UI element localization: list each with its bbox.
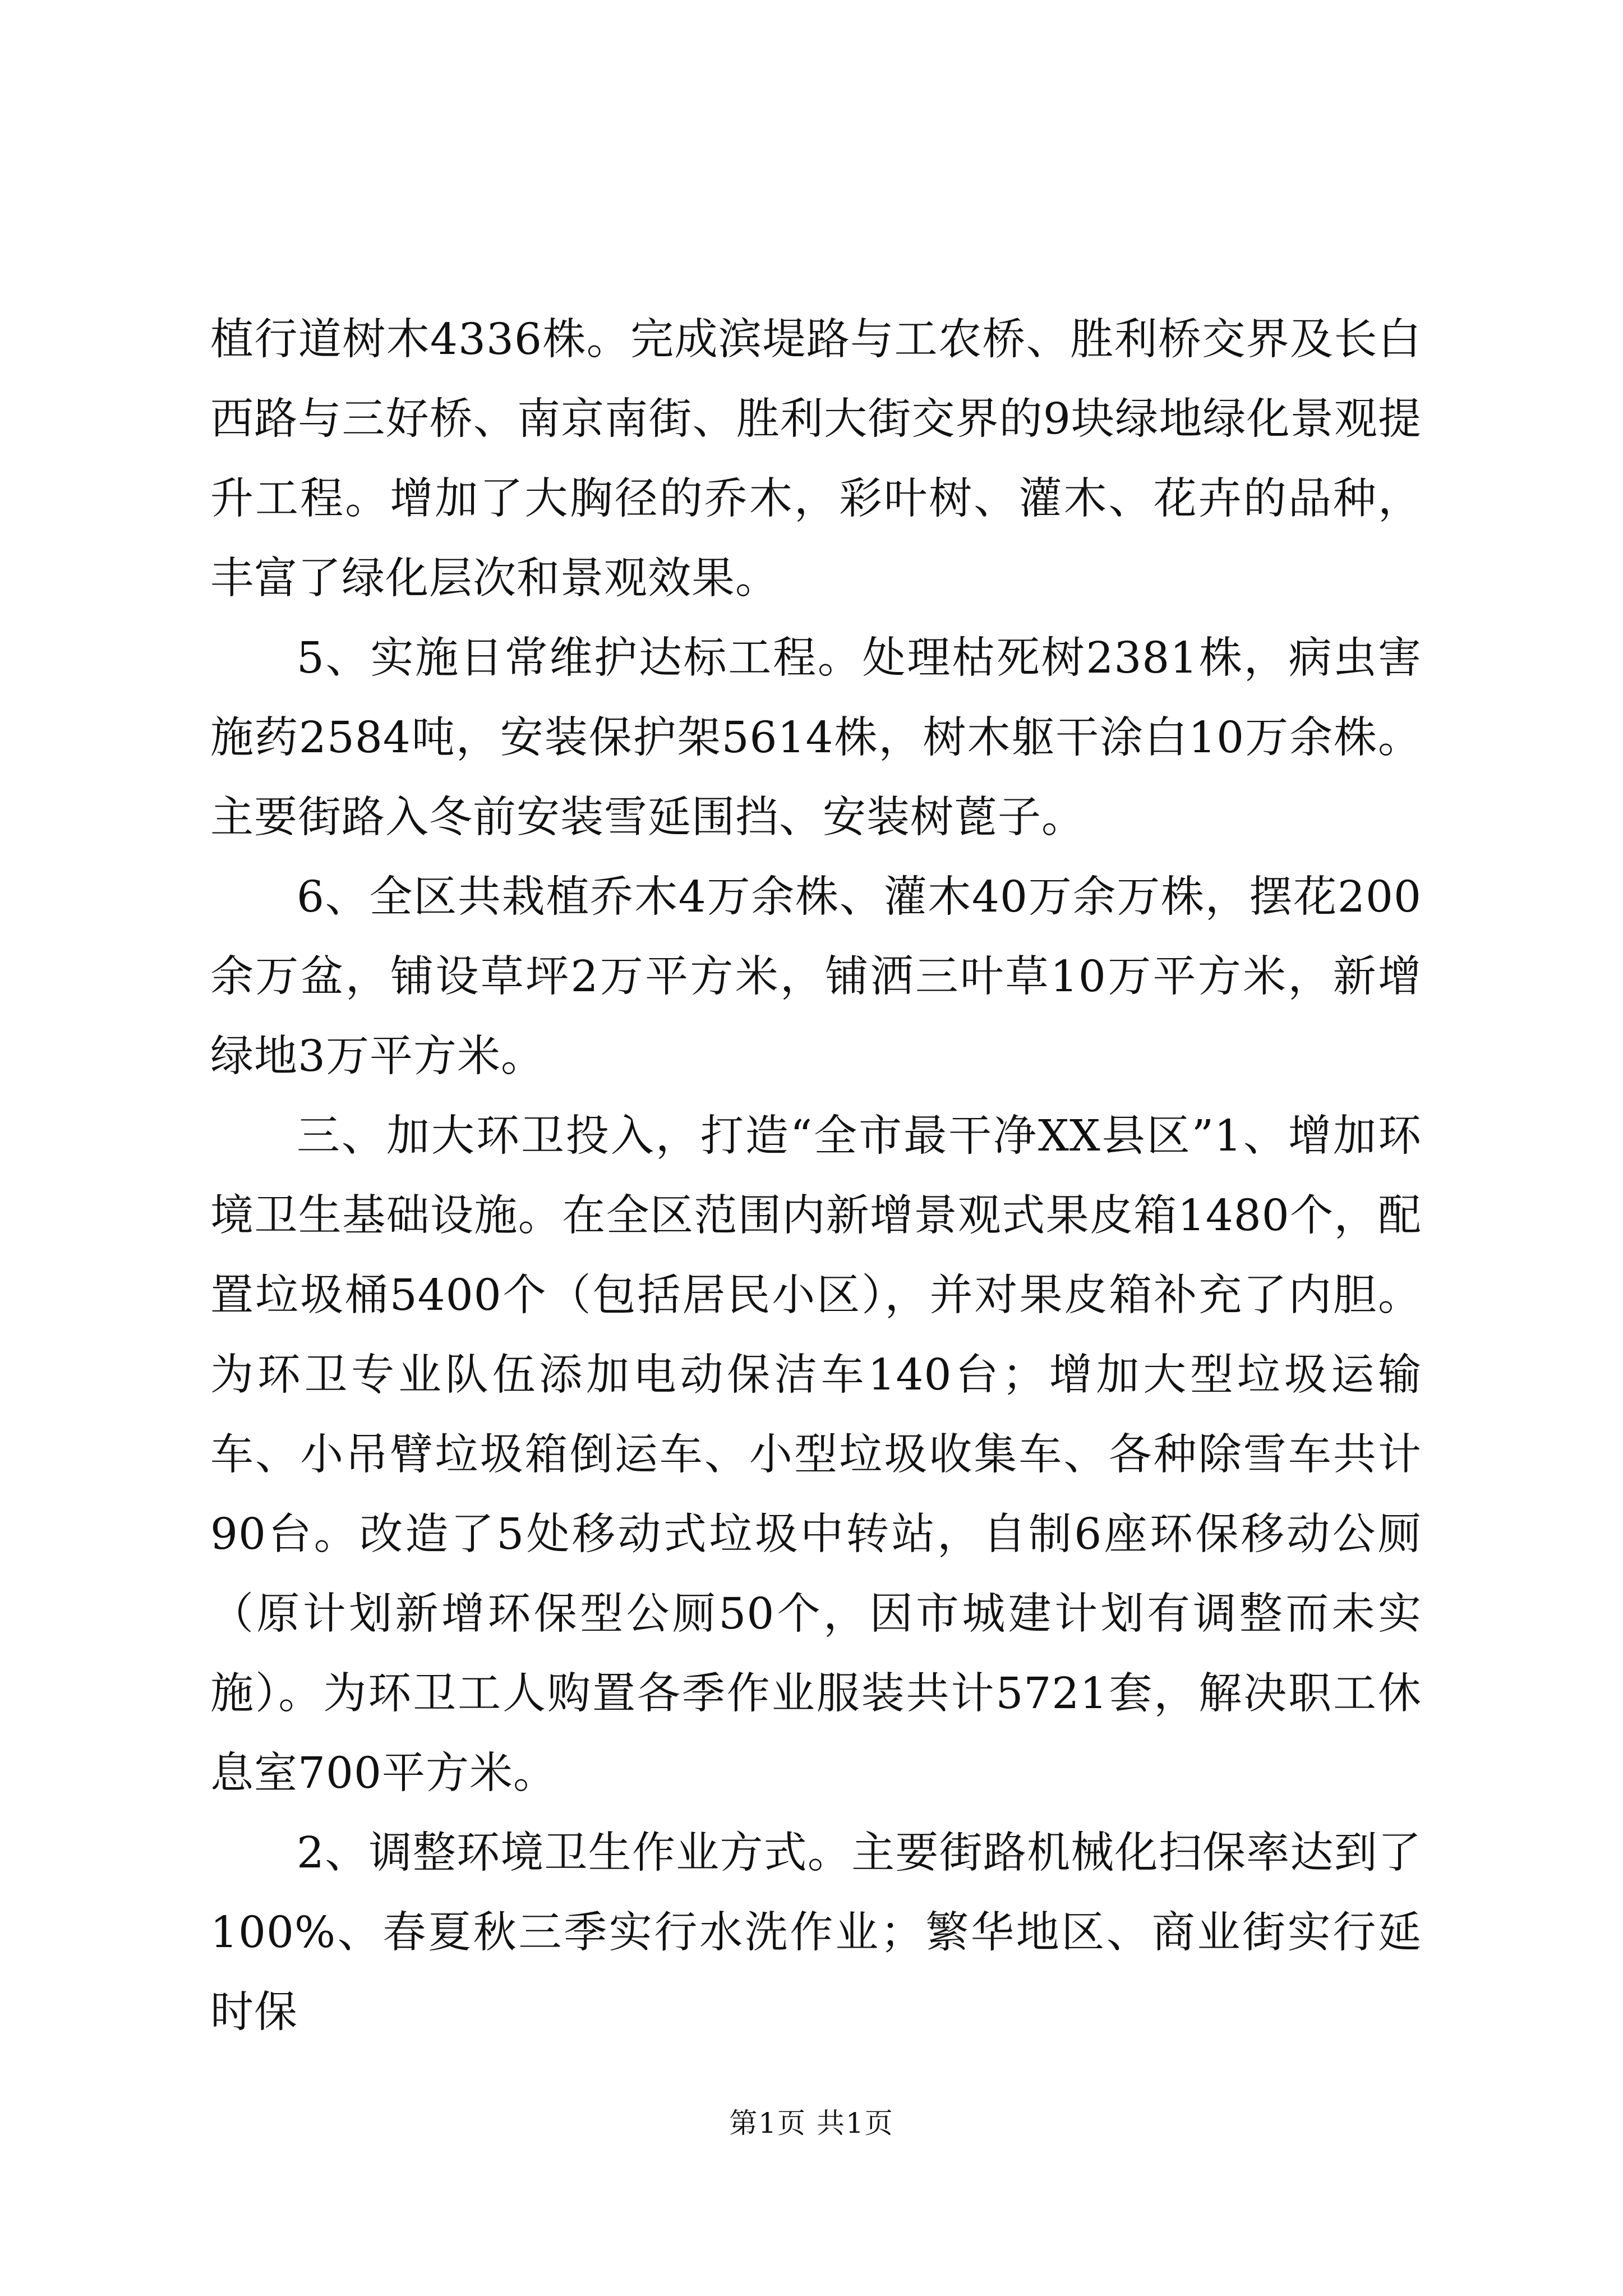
paragraph-1: 植行道树木4336株。完成滨堤路与工农桥、胜利桥交界及长白西路与三好桥、南京南街、胜利大街交界的9块绿地绿化景观提升工程。增加了大胸径的乔木，彩叶树、灌木、花卉的品种，丰富了绿化层次和景观效果。 (210, 315, 1422, 604)
paragraph-2: 5、实施日常维护达标工程。处理枯死树2381株，病虫害施药2584吨，安装保护架5614株，树木躯干涂白10万余株。主要街路入冬前安装雪延围挡、安装树蓖子。 (210, 633, 1422, 843)
paragraph-3: 6、全区共栽植乔木4万余株、灌木40万余万株，摆花200余万盆，铺设草坪2万平方米，铺洒三叶草10万平方米，新增绿地3万平方米。 (210, 872, 1422, 1082)
paragraph-5: 2、调整环境卫生作业方式。主要街路机械化扫保率达到了100%、春夏秋三季实行水洗作业；繁华地区、商业街实行延时保 (210, 1828, 1422, 2037)
document-body (210, 300, 1422, 2053)
paragraph-4: 三、加大环卫投入，打造“全市最干净XX县区”1、增加环境卫生基础设施。在全区范围内新增景观式果皮箱1480个，配置垃圾桶5400个（包括居民小区），并对果皮箱补充了内胆。为环卫专业队伍添加电动保洁车140台；增加大型垃圾运输车、小吊臂垃圾箱倒运车、小型垃圾收集车、各种除雪车共计90台。改造了5处移动式垃圾中转站，自制6座环保移动公厕（原计划新增环保型公厕50个，因市城建计划有调整而未实施）。为环卫工人购置各季作业服装共计5721套，解决职工休息室700平方米。 (210, 1111, 1422, 1798)
page-footer: 第1页 共1页 (729, 2107, 894, 2139)
